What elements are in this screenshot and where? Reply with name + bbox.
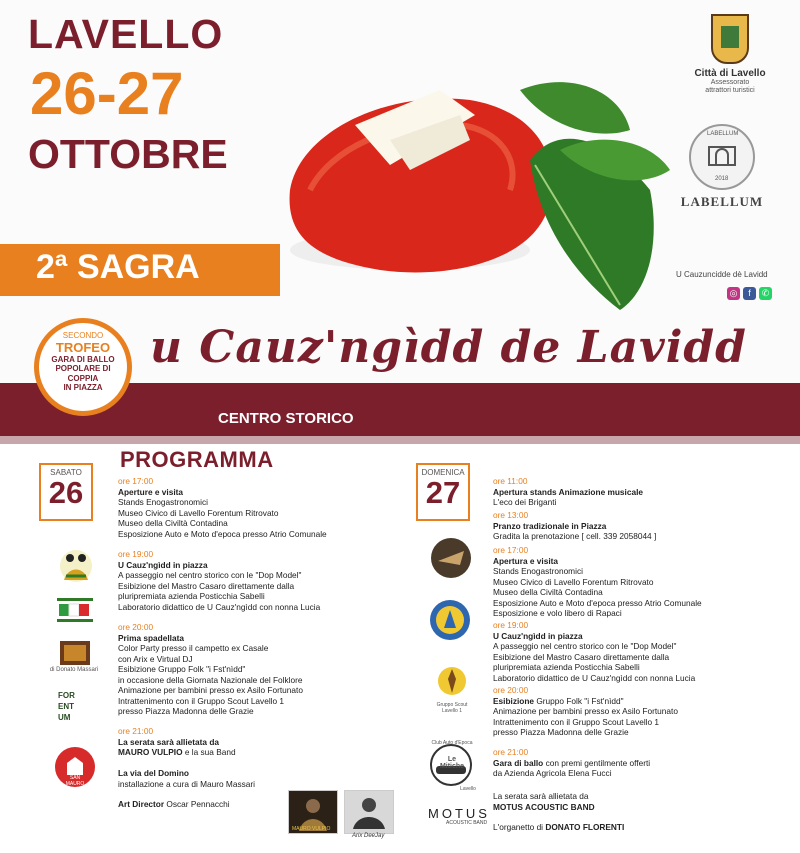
sat-event-2 — [118, 549, 320, 612]
art-director-name: Oscar Pennacchi — [164, 799, 230, 809]
event-head: La serata sarà allietata da — [118, 736, 220, 747]
event-line: pluripremiata azienda Posticchia Sabelli — [493, 662, 640, 672]
briganti-logo — [430, 537, 472, 579]
event-head: Apertura stands Animazione musicale — [493, 486, 644, 497]
event-line: Museo della Civiltà Contadina — [493, 587, 603, 597]
badge-line5: COPPIA — [67, 373, 99, 383]
arch-icon — [707, 143, 737, 167]
band-name: MOTUS ACOUSTIC BAND — [493, 801, 595, 812]
city-crest-sub2: attrattori turistici — [705, 86, 755, 94]
day-number: 26 — [48, 475, 84, 510]
event-time: ore 20:00 — [493, 685, 529, 695]
sun-event-4 — [493, 620, 695, 683]
sun-event-6 — [493, 747, 650, 779]
day-box-saturday — [39, 463, 93, 521]
day-box-sunday — [416, 463, 470, 521]
organetto-name: DONATO FLORENTI — [545, 822, 625, 832]
massari-caption: di Donato Massari — [49, 667, 99, 673]
mitiche-club-caption: Club Auto d'Epoca — [431, 740, 473, 746]
sat-event-3 — [118, 622, 303, 717]
event-line: Stands Enogastronomici — [493, 566, 583, 576]
ravioli-illustration — [270, 70, 690, 330]
art-director — [118, 799, 230, 810]
event-time: ore 13:00 — [493, 510, 529, 520]
forentum-logo — [58, 690, 94, 726]
event-dates: 26-27 — [30, 60, 184, 127]
dancers-logo — [58, 548, 94, 584]
badge-line6: IN PIAZZA — [63, 383, 103, 393]
badge-line4: POPOLARE DI — [55, 364, 111, 374]
event-head: La serata sarà allietata da — [493, 791, 589, 801]
motus-logo: MOTUS — [428, 806, 490, 821]
event-line: A passeggio nel centro storico con le "Dop Model" — [493, 641, 677, 651]
sun-event-1 — [493, 476, 643, 508]
event-line: Color Party presso il campetto ex Casale — [118, 643, 269, 653]
forentum-line3: UM — [58, 713, 71, 722]
event-line: Esposizione Auto e Moto d'epoca presso Atrio Comunale — [493, 597, 702, 608]
event-head-rest: Gruppo Folk "i Fst'nìdd" — [534, 695, 624, 706]
event-line: Laboratorio didattico de U Cauz'ngìdd con nonna Lucia — [493, 672, 696, 683]
event-head: Prima spadellata — [118, 632, 184, 643]
event-time: ore 21:00 — [118, 726, 154, 736]
event-head: Gara di ballo — [493, 757, 544, 768]
badge-line2: TROFEO — [55, 340, 111, 355]
sat-event-5 — [118, 768, 255, 789]
labellum-seal-icon — [689, 124, 755, 190]
event-line: Esibizione Gruppo Folk "i Fst'nìdd" — [118, 664, 246, 674]
band-name: MAURO VULPIO — [118, 747, 183, 757]
facebook-icon[interactable]: f — [743, 287, 756, 300]
event-head: Esibizione — [493, 695, 535, 706]
event-line: L'eco dei Briganti — [493, 497, 557, 507]
event-month: OTTOBRE — [28, 131, 228, 177]
sagra-label: 2ª SAGRA — [36, 248, 200, 286]
centro-storico-label: CENTRO STORICO — [218, 410, 354, 427]
social-handle: U Cauzuncidde dè Lavidd — [676, 270, 768, 279]
scout-caption: Gruppo Scout Lavello 1 — [436, 702, 468, 714]
sun-event-2 — [493, 510, 656, 542]
event-line: Museo della Civiltà Contadina — [118, 518, 228, 528]
badge-line3: GARA DI BALLO — [51, 355, 115, 364]
event-line: Museo Civico di Lavello Forentum Ritrovato — [118, 507, 279, 518]
massari-logo — [58, 639, 92, 667]
event-line: A passeggio nel centro storico con le "Dop Model" — [118, 570, 302, 580]
event-time: ore 11:00 — [493, 476, 528, 486]
event-line: Esposizione e volo libero di Rapaci — [493, 608, 622, 618]
event-head: Pranzo tradizionale in Piazza — [493, 520, 607, 531]
event-line: pluripremiata azienda Posticchia Sabelli — [118, 591, 265, 601]
event-time: ore 17:00 — [493, 545, 529, 555]
scout-logo — [436, 665, 468, 701]
event-head: Apertura e visita — [493, 555, 559, 566]
whatsapp-icon[interactable]: ✆ — [759, 287, 772, 300]
event-time: ore 19:00 — [118, 549, 154, 559]
city-crest-name: Città di Lavello — [694, 68, 766, 79]
crest-icon — [711, 14, 749, 64]
mitiche-city-caption: Lavello — [460, 786, 476, 792]
band-rest: e la sua Band — [182, 747, 236, 757]
event-line: Museo Civico di Lavello Forentum Ritrovato — [493, 576, 654, 587]
forentum-line2: ENT — [58, 702, 74, 711]
city-crest-logo — [690, 14, 770, 94]
event-line: Esibizione del Mastro Casaro direttamente dalla — [118, 580, 295, 591]
sun-event-8 — [493, 822, 624, 833]
event-line: in occasione della Giornata Nazionale del Folklore — [118, 674, 303, 685]
labellum-year: 2018 — [715, 176, 729, 182]
instagram-icon[interactable]: ◎ — [727, 287, 740, 300]
event-head: U Cauz'ngìdd in piazza — [493, 630, 583, 641]
trophy-badge — [34, 318, 132, 416]
event-line: Laboratorio didattico de U Cauz'ngìdd con nonna Lucia — [118, 601, 321, 612]
labellum-logo — [672, 124, 772, 210]
event-line: Gradita la prenotazione [ cell. 339 2058044 ] — [493, 531, 657, 541]
event-head: Aperture e visita — [118, 486, 184, 497]
forentum-line1: FOR — [58, 691, 75, 700]
mitiche-caption: Le Mitiche — [439, 756, 465, 770]
italy-flag-logo — [55, 596, 95, 624]
event-line: presso Piazza Madonna delle Grazie — [118, 706, 254, 716]
day-name: SABATO — [50, 468, 82, 477]
labellum-name: LABELLUM — [680, 194, 764, 209]
event-head: La via del Domino — [118, 768, 189, 778]
event-head: U Cauz'ngìdd in piazza — [118, 559, 208, 570]
art-director-label: Art Director — [118, 799, 165, 809]
rapaci-logo — [428, 598, 472, 642]
event-line: da Azienda Agricola Elena Fucci — [493, 768, 612, 778]
organetto-pre: L'organetto di — [493, 822, 546, 832]
event-line: presso Piazza Madonna delle Grazie — [493, 727, 629, 737]
event-line: installazione a cura di Mauro Massari — [118, 778, 255, 789]
day-name: DOMENICA — [421, 468, 465, 477]
event-line: Stands Enogastronomici — [118, 497, 208, 507]
event-line: Esposizione Auto e Moto d'epoca presso Atrio Comunale — [118, 528, 327, 539]
sun-event-3 — [493, 545, 702, 619]
san-mauro-caption: SAN MAURO — [65, 775, 85, 787]
event-line: Animazione per bambini presso ex Asilo Fortunato — [493, 706, 678, 716]
sun-event-5 — [493, 685, 678, 738]
event-time: ore 21:00 — [493, 747, 529, 757]
programma-title: PROGRAMMA — [120, 447, 274, 472]
event-time: ore 19:00 — [493, 620, 529, 630]
labellum-ring-text: LABELLUM — [707, 131, 739, 137]
city-title: LAVELLO — [28, 11, 224, 57]
arix-deejay-photo — [344, 790, 394, 834]
event-line: Intrattenimento con il Gruppo Scout Lavello 1 — [118, 695, 285, 706]
day-number: 27 — [425, 475, 461, 510]
motus-sub: ACOUSTIC BAND — [446, 820, 488, 826]
badge-line1: SECONDO — [62, 331, 104, 340]
event-time: ore 20:00 — [118, 622, 154, 632]
sun-event-7 — [493, 791, 595, 812]
event-head-rest: con premi gentilmente offerti — [543, 757, 651, 768]
event-title: u Cauz'ngìdd de Lavidd — [150, 322, 747, 373]
event-line: Intrattenimento con il Gruppo Scout Lavello 1 — [493, 716, 660, 727]
event-line: Animazione per bambini presso ex Asilo Fortunato — [118, 685, 303, 695]
sat-event-4 — [118, 726, 236, 758]
photo2-caption: Arix DeeJay — [352, 833, 385, 839]
photo1-caption: MAURO VULPIO — [292, 826, 331, 832]
event-line: con Arix e Virtual DJ — [118, 653, 193, 664]
sat-event-1 — [118, 476, 327, 539]
city-crest-sub1: Assessorato — [710, 79, 750, 86]
event-line: Esibizione del Mastro Casaro direttamente dalla — [493, 651, 670, 662]
title-band-shadow — [0, 436, 800, 444]
event-time: ore 17:00 — [118, 476, 154, 486]
social-icons — [727, 287, 772, 300]
